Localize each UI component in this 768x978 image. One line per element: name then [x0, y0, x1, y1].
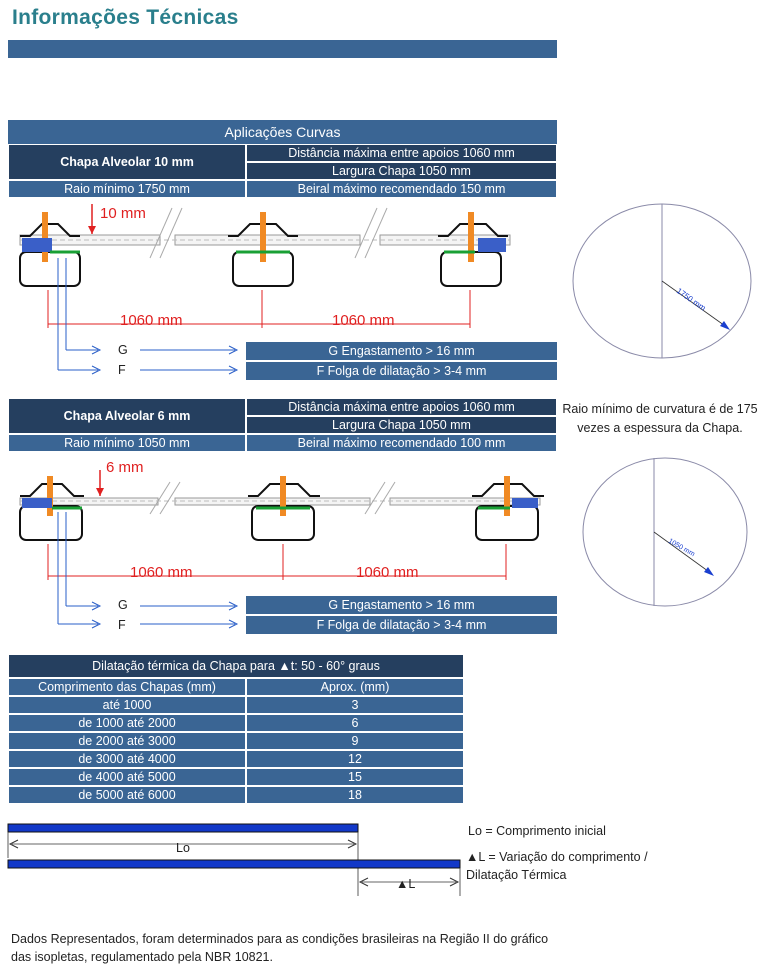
table-row [8, 750, 464, 768]
thermal-header-approx: Aprox. (mm) [246, 678, 464, 696]
block10-g-label: G [118, 343, 128, 357]
dl-label: ▲L [396, 877, 416, 891]
block10-span-2: 1060 mm [332, 312, 395, 329]
block6-screw-3 [504, 476, 510, 516]
block10-support-1 [20, 224, 80, 286]
block6-sheet-width: Largura Chapa 1050 mm [246, 416, 557, 434]
block10-name: Chapa Alveolar 10 mm [8, 144, 246, 180]
block6-screw-1 [47, 476, 53, 516]
table-cell: de 5000 até 6000 [8, 786, 246, 804]
block10-span-1: 1060 mm [120, 312, 183, 329]
table-cell: 18 [246, 786, 464, 804]
block10-f-text: F Folga de dilatação > 3-4 mm [246, 362, 557, 380]
block10-max-distance: Distância máxima entre apoios 1060 mm [246, 144, 557, 162]
block6-max-distance: Distância máxima entre apoios 1060 mm [246, 398, 557, 416]
initial-bar [8, 824, 358, 832]
block6-f-label: F [118, 618, 126, 632]
block6-name: Chapa Alveolar 6 mm [8, 398, 246, 434]
block10-screw-3 [468, 212, 474, 262]
block10-f-label: F [118, 363, 126, 377]
table-row [8, 714, 464, 732]
block6-g-text: G Engastamento > 16 mm [246, 596, 557, 614]
block6-g-label: G [118, 598, 128, 612]
table-row [8, 768, 464, 786]
table-cell: até 1000 [8, 696, 246, 714]
table-cell: 12 [246, 750, 464, 768]
block10-sheet-width: Largura Chapa 1050 mm [246, 162, 557, 180]
table-cell: 15 [246, 768, 464, 786]
block10-screw-2 [260, 212, 266, 262]
page-title: Informações Técnicas [12, 6, 239, 29]
table-row [8, 786, 464, 804]
section-header: Aplicações Curvas [8, 120, 557, 144]
block10-thickness-label: 10 mm [100, 205, 146, 222]
title-bar [8, 40, 557, 58]
block6-span-1: 1060 mm [130, 564, 193, 581]
radius-label-1050: 1050 mm [667, 537, 696, 559]
block10-g-text: G Engastamento > 16 mm [246, 342, 557, 360]
radius-circle-1750 [568, 200, 756, 362]
table-row [8, 732, 464, 750]
table-cell: 3 [246, 696, 464, 714]
table-cell: de 2000 até 3000 [8, 732, 246, 750]
table-cell: de 1000 até 2000 [8, 714, 246, 732]
table-cell: 9 [246, 732, 464, 750]
curvature-note: Raio mínimo de curvatura é de 175 vezes a espessura da Chapa. [562, 402, 758, 435]
block10-min-radius: Raio mínimo 1750 mm [8, 180, 246, 198]
block10-max-eave: Beiral máximo recomendado 150 mm [246, 180, 557, 198]
thermal-header-length: Comprimento das Chapas (mm) [8, 678, 246, 696]
table-cell: de 3000 até 4000 [8, 750, 246, 768]
block6-min-radius: Raio mínimo 1050 mm [8, 434, 246, 452]
block6-screw-2 [280, 476, 286, 516]
radius-label-1750: 1750 mm [674, 286, 708, 313]
table-row [8, 696, 464, 714]
block6-thickness-label: 6 mm [106, 459, 144, 476]
table-cell: 6 [246, 714, 464, 732]
block6-max-eave: Beiral máximo recomendado 100 mm [246, 434, 557, 452]
legend-dl: ▲L = Variação do comprimento / Dilatação Térmica [466, 850, 648, 882]
thermal-table-title: Dilatação térmica da Chapa para ▲t: 50 - 60° graus [8, 654, 464, 678]
lo-label: Lo [176, 841, 190, 855]
block10-screw-1 [42, 212, 48, 262]
thermal-table [8, 654, 464, 804]
legend-lo: Lo = Comprimento inicial [468, 824, 606, 838]
table-cell: de 4000 até 5000 [8, 768, 246, 786]
dilated-bar [8, 860, 460, 868]
radius-circle-1050 [576, 452, 754, 612]
block6-f-text: F Folga de dilatação > 3-4 mm [246, 616, 557, 634]
footer-note: Dados Representados, foram determinados para as condições brasileiras na Região II do gráfico das isopletas, regulamentado pela NBR 10821. [11, 932, 549, 964]
block6-span-2: 1060 mm [356, 564, 419, 581]
dilation-diagram [0, 818, 470, 898]
